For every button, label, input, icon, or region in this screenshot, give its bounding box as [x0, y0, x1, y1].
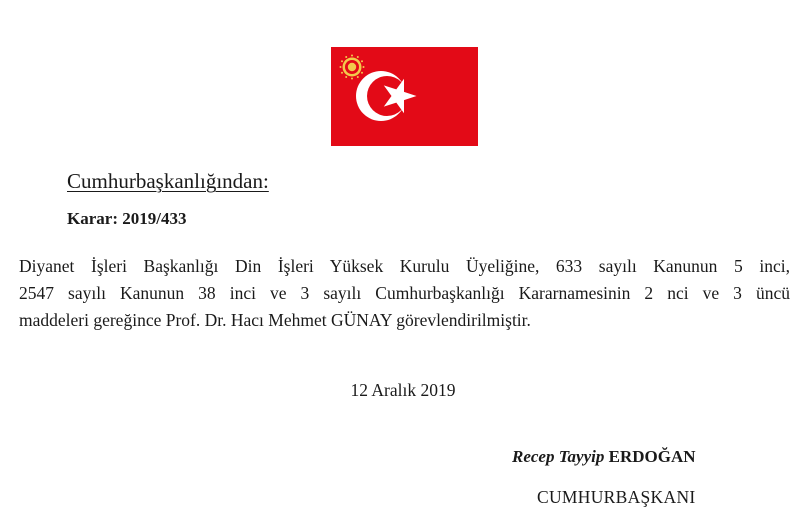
body-line-1: Diyanet İşleri Başkanlığı Din İşleri Yüksek Kurulu Üyeliğine, 633 sayılı Kanunun 5 inci,	[19, 256, 790, 276]
signatory-title: CUMHURBAŞKANI	[537, 487, 696, 507]
decree-date: 12 Aralık 2019	[350, 380, 456, 400]
signatory-surname: ERDOĞAN	[608, 447, 696, 466]
issuing-authority-heading: Cumhurbaşkanlığından:	[67, 169, 269, 193]
body-line-2: 2547 sayılı Kanunun 38 inci ve 3 sayılı Cumhurbaşkanlığı Kararnamesinin 2 nci ve 3 üncü	[19, 283, 790, 303]
turkish-flag-icon	[331, 47, 478, 146]
body-line-3: maddeleri gereğince Prof. Dr. Hacı Mehmet GÜNAY görevlendirilmiştir.	[19, 310, 531, 330]
decision-number: Karar: 2019/433	[67, 209, 187, 228]
signatory-name	[512, 447, 696, 467]
signatory-given-names: Recep Tayyip	[512, 447, 605, 466]
